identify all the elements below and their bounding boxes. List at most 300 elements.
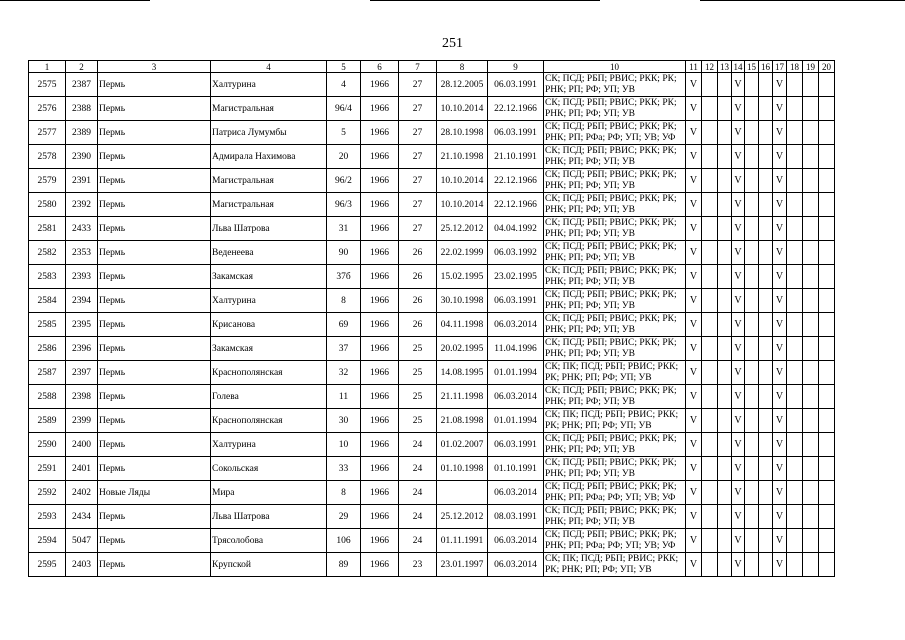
date-col9-cell: 06.03.1991 xyxy=(488,121,544,145)
date-col8-cell: 01.10.1998 xyxy=(437,457,488,481)
year-cell: 1966 xyxy=(361,241,399,265)
date-col8-cell: 28.12.2005 xyxy=(437,73,488,97)
mark-cell-col13 xyxy=(718,193,732,217)
date-col9-cell: 22.12.1966 xyxy=(488,193,544,217)
date-col8-cell: 15.02.1995 xyxy=(437,265,488,289)
mark-cell-col20 xyxy=(819,145,835,169)
house-number-cell: 96/4 xyxy=(327,97,361,121)
mark-cell-col15 xyxy=(745,361,759,385)
mark-cell-col13 xyxy=(718,265,732,289)
mark-cell-col12 xyxy=(702,313,718,337)
street-cell: Веденеева xyxy=(211,241,327,265)
mark-cell-col18 xyxy=(787,505,803,529)
codes-cell: СК; ПСД; РБП; РВИС; РКК; РК; РНК; РП; РФ; УП; УВ xyxy=(544,145,686,169)
city-cell: Пермь xyxy=(98,289,211,313)
date-col8-cell: 25.12.2012 xyxy=(437,505,488,529)
mark-cell-col11: V xyxy=(686,457,702,481)
mark-cell-col17: V xyxy=(773,97,787,121)
mark-cell-col18 xyxy=(787,361,803,385)
record-number-cell: 2575 xyxy=(29,73,66,97)
year-cell: 1966 xyxy=(361,529,399,553)
registry-number-cell: 2399 xyxy=(66,409,98,433)
mark-cell-col17: V xyxy=(773,217,787,241)
mark-cell-col18 xyxy=(787,553,803,577)
codes-cell: СК; ПК; ПСД; РБП; РВИС; РКК; РК; РНК; РП; РФ; УП; УВ xyxy=(544,361,686,385)
table-row xyxy=(29,481,835,505)
codes-cell: СК; ПСД; РБП; РВИС; РКК; РК; РНК; РП; РФ; УП; УВ xyxy=(544,241,686,265)
mark-cell-col12 xyxy=(702,409,718,433)
date-col8-cell: 10.10.2014 xyxy=(437,193,488,217)
mark-cell-col15 xyxy=(745,457,759,481)
column-header-3: 3 xyxy=(98,61,211,73)
mark-cell-col11: V xyxy=(686,169,702,193)
registry-number-cell: 5047 xyxy=(66,529,98,553)
mark-cell-col18 xyxy=(787,145,803,169)
record-number-cell: 2586 xyxy=(29,337,66,361)
mark-cell-col19 xyxy=(803,313,819,337)
date-col9-cell: 06.03.2014 xyxy=(488,553,544,577)
mark-cell-col17: V xyxy=(773,145,787,169)
mark-cell-col19 xyxy=(803,481,819,505)
mark-cell-col12 xyxy=(702,73,718,97)
record-number-cell: 2576 xyxy=(29,97,66,121)
date-col8-cell: 04.11.1998 xyxy=(437,313,488,337)
codes-cell: СК; ПСД; РБП; РВИС; РКК; РК; РНК; РП; РФ; УП; УВ xyxy=(544,217,686,241)
value-col7-cell: 24 xyxy=(399,505,437,529)
value-col7-cell: 24 xyxy=(399,433,437,457)
mark-cell-col13 xyxy=(718,289,732,313)
mark-cell-col14: V xyxy=(732,265,745,289)
mark-cell-col11: V xyxy=(686,553,702,577)
record-number-cell: 2579 xyxy=(29,169,66,193)
registry-number-cell: 2402 xyxy=(66,481,98,505)
table-row xyxy=(29,313,835,337)
mark-cell-col17: V xyxy=(773,457,787,481)
mark-cell-col11: V xyxy=(686,361,702,385)
mark-cell-col13 xyxy=(718,241,732,265)
mark-cell-col16 xyxy=(759,553,773,577)
mark-cell-col14: V xyxy=(732,433,745,457)
street-cell: Крупской xyxy=(211,553,327,577)
record-number-cell: 2588 xyxy=(29,385,66,409)
house-number-cell: 32 xyxy=(327,361,361,385)
mark-cell-col20 xyxy=(819,385,835,409)
mark-cell-col14: V xyxy=(732,73,745,97)
mark-cell-col15 xyxy=(745,97,759,121)
year-cell: 1966 xyxy=(361,193,399,217)
mark-cell-col14: V xyxy=(732,385,745,409)
mark-cell-col12 xyxy=(702,337,718,361)
house-number-cell: 69 xyxy=(327,313,361,337)
mark-cell-col14: V xyxy=(732,289,745,313)
table-row xyxy=(29,553,835,577)
house-number-cell: 20 xyxy=(327,145,361,169)
record-number-cell: 2582 xyxy=(29,241,66,265)
table-row xyxy=(29,409,835,433)
table-row xyxy=(29,145,835,169)
register-table xyxy=(28,60,835,577)
registry-number-cell: 2387 xyxy=(66,73,98,97)
codes-cell: СК; ПСД; РБП; РВИС; РКК; РК; РНК; РП; РФ; УП; УВ xyxy=(544,193,686,217)
street-cell: Халтурина xyxy=(211,289,327,313)
codes-cell: СК; ПСД; РБП; РВИС; РКК; РК; РНК; РП; РФ; УП; УВ xyxy=(544,289,686,313)
house-number-cell: 96/2 xyxy=(327,169,361,193)
date-col9-cell: 06.03.2014 xyxy=(488,313,544,337)
mark-cell-col14: V xyxy=(732,553,745,577)
street-cell: Сокольская xyxy=(211,457,327,481)
mark-cell-col14: V xyxy=(732,337,745,361)
city-cell: Пермь xyxy=(98,145,211,169)
mark-cell-col12 xyxy=(702,265,718,289)
house-number-cell: 96/3 xyxy=(327,193,361,217)
mark-cell-col18 xyxy=(787,73,803,97)
mark-cell-col19 xyxy=(803,505,819,529)
date-col8-cell: 01.11.1991 xyxy=(437,529,488,553)
date-col9-cell: 06.03.1992 xyxy=(488,241,544,265)
mark-cell-col20 xyxy=(819,553,835,577)
value-col7-cell: 26 xyxy=(399,289,437,313)
house-number-cell: 106 xyxy=(327,529,361,553)
mark-cell-col20 xyxy=(819,73,835,97)
mark-cell-col13 xyxy=(718,481,732,505)
mark-cell-col15 xyxy=(745,265,759,289)
city-cell: Пермь xyxy=(98,265,211,289)
table-row xyxy=(29,97,835,121)
date-col9-cell: 08.03.1991 xyxy=(488,505,544,529)
mark-cell-col15 xyxy=(745,217,759,241)
date-col8-cell: 01.02.2007 xyxy=(437,433,488,457)
record-number-cell: 2592 xyxy=(29,481,66,505)
table-row xyxy=(29,385,835,409)
table-row xyxy=(29,337,835,361)
city-cell: Пермь xyxy=(98,73,211,97)
registry-number-cell: 2391 xyxy=(66,169,98,193)
date-col9-cell: 01.01.1994 xyxy=(488,409,544,433)
record-number-cell: 2591 xyxy=(29,457,66,481)
mark-cell-col17: V xyxy=(773,385,787,409)
mark-cell-col13 xyxy=(718,73,732,97)
year-cell: 1966 xyxy=(361,409,399,433)
mark-cell-col17: V xyxy=(773,241,787,265)
table-row xyxy=(29,73,835,97)
date-col8-cell xyxy=(437,481,488,505)
date-col9-cell: 06.03.1991 xyxy=(488,433,544,457)
city-cell: Пермь xyxy=(98,97,211,121)
street-cell: Краснополянская xyxy=(211,409,327,433)
mark-cell-col14: V xyxy=(732,217,745,241)
mark-cell-col14: V xyxy=(732,193,745,217)
column-header-5: 5 xyxy=(327,61,361,73)
mark-cell-col15 xyxy=(745,73,759,97)
mark-cell-col15 xyxy=(745,241,759,265)
mark-cell-col11: V xyxy=(686,481,702,505)
registry-number-cell: 2394 xyxy=(66,289,98,313)
mark-cell-col15 xyxy=(745,313,759,337)
codes-cell: СК; ПСД; РБП; РВИС; РКК; РК; РНК; РП; РФ; УП; УВ xyxy=(544,169,686,193)
table-row xyxy=(29,121,835,145)
column-header-12: 12 xyxy=(702,61,718,73)
mark-cell-col19 xyxy=(803,409,819,433)
house-number-cell: 31 xyxy=(327,217,361,241)
record-number-cell: 2580 xyxy=(29,193,66,217)
house-number-cell: 29 xyxy=(327,505,361,529)
mark-cell-col17: V xyxy=(773,481,787,505)
mark-cell-col15 xyxy=(745,553,759,577)
mark-cell-col12 xyxy=(702,433,718,457)
house-number-cell: 8 xyxy=(327,289,361,313)
value-col7-cell: 25 xyxy=(399,337,437,361)
record-number-cell: 2578 xyxy=(29,145,66,169)
mark-cell-col16 xyxy=(759,289,773,313)
mark-cell-col16 xyxy=(759,73,773,97)
street-cell: Халтурина xyxy=(211,73,327,97)
mark-cell-col17: V xyxy=(773,289,787,313)
mark-cell-col18 xyxy=(787,457,803,481)
mark-cell-col12 xyxy=(702,481,718,505)
street-cell: Закамская xyxy=(211,265,327,289)
mark-cell-col12 xyxy=(702,289,718,313)
mark-cell-col14: V xyxy=(732,97,745,121)
header-row xyxy=(29,61,835,73)
year-cell: 1966 xyxy=(361,217,399,241)
registry-number-cell: 2390 xyxy=(66,145,98,169)
year-cell: 1966 xyxy=(361,313,399,337)
mark-cell-col15 xyxy=(745,385,759,409)
mark-cell-col20 xyxy=(819,193,835,217)
street-cell: Патриса Лумумбы xyxy=(211,121,327,145)
codes-cell: СК; ПСД; РБП; РВИС; РКК; РК; РНК; РП; РФа; РФ; УП; УВ; УФ xyxy=(544,529,686,553)
mark-cell-col13 xyxy=(718,169,732,193)
mark-cell-col20 xyxy=(819,529,835,553)
year-cell: 1966 xyxy=(361,73,399,97)
registry-number-cell: 2398 xyxy=(66,385,98,409)
mark-cell-col11: V xyxy=(686,193,702,217)
mark-cell-col15 xyxy=(745,289,759,313)
year-cell: 1966 xyxy=(361,121,399,145)
mark-cell-col18 xyxy=(787,97,803,121)
column-header-16: 16 xyxy=(759,61,773,73)
mark-cell-col11: V xyxy=(686,265,702,289)
record-number-cell: 2581 xyxy=(29,217,66,241)
column-header-6: 6 xyxy=(361,61,399,73)
year-cell: 1966 xyxy=(361,457,399,481)
registry-number-cell: 2393 xyxy=(66,265,98,289)
city-cell: Пермь xyxy=(98,361,211,385)
mark-cell-col18 xyxy=(787,169,803,193)
city-cell: Новые Ляды xyxy=(98,481,211,505)
date-col9-cell: 11.04.1996 xyxy=(488,337,544,361)
street-cell: Льва Шатрова xyxy=(211,505,327,529)
mark-cell-col11: V xyxy=(686,121,702,145)
codes-cell: СК; ПСД; РБП; РВИС; РКК; РК; РНК; РП; РФ; УП; УВ xyxy=(544,337,686,361)
street-cell: Магистральная xyxy=(211,169,327,193)
mark-cell-col19 xyxy=(803,121,819,145)
column-header-20: 20 xyxy=(819,61,835,73)
table-body xyxy=(29,73,835,577)
mark-cell-col16 xyxy=(759,505,773,529)
date-col8-cell: 25.12.2012 xyxy=(437,217,488,241)
column-header-14: 14 xyxy=(733,61,743,72)
mark-cell-col12 xyxy=(702,457,718,481)
mark-cell-col16 xyxy=(759,145,773,169)
mark-cell-col13 xyxy=(718,145,732,169)
mark-cell-col13 xyxy=(718,409,732,433)
top-border-right xyxy=(700,0,905,1)
mark-cell-col17: V xyxy=(773,193,787,217)
mark-cell-col13 xyxy=(718,505,732,529)
codes-cell: СК; ПК; ПСД; РБП; РВИС; РКК; РК; РНК; РП; РФ; УП; УВ xyxy=(544,553,686,577)
value-col7-cell: 27 xyxy=(399,145,437,169)
registry-number-cell: 2433 xyxy=(66,217,98,241)
mark-cell-col19 xyxy=(803,193,819,217)
table-row xyxy=(29,433,835,457)
value-col7-cell: 25 xyxy=(399,361,437,385)
date-col9-cell: 23.02.1995 xyxy=(488,265,544,289)
mark-cell-col18 xyxy=(787,385,803,409)
record-number-cell: 2587 xyxy=(29,361,66,385)
street-cell: Краснополянская xyxy=(211,361,327,385)
column-header-13: 13 xyxy=(718,61,732,73)
mark-cell-col11: V xyxy=(686,409,702,433)
table-row xyxy=(29,169,835,193)
date-col9-cell: 06.03.2014 xyxy=(488,481,544,505)
value-col7-cell: 27 xyxy=(399,217,437,241)
mark-cell-col11: V xyxy=(686,529,702,553)
date-col8-cell: 21.10.1998 xyxy=(437,145,488,169)
house-number-cell: 4 xyxy=(327,73,361,97)
mark-cell-col18 xyxy=(787,241,803,265)
mark-cell-col19 xyxy=(803,361,819,385)
date-col8-cell: 21.08.1998 xyxy=(437,409,488,433)
mark-cell-col19 xyxy=(803,289,819,313)
mark-cell-col17: V xyxy=(773,121,787,145)
value-col7-cell: 23 xyxy=(399,553,437,577)
mark-cell-col20 xyxy=(819,169,835,193)
mark-cell-col16 xyxy=(759,457,773,481)
date-col8-cell: 23.01.1997 xyxy=(437,553,488,577)
mark-cell-col19 xyxy=(803,145,819,169)
city-cell: Пермь xyxy=(98,529,211,553)
column-header-19: 19 xyxy=(803,61,819,73)
column-header-9: 9 xyxy=(488,61,544,73)
column-header-11: 11 xyxy=(686,61,702,73)
mark-cell-col19 xyxy=(803,433,819,457)
mark-cell-col11: V xyxy=(686,73,702,97)
mark-cell-col18 xyxy=(787,481,803,505)
mark-cell-col20 xyxy=(819,481,835,505)
registry-number-cell: 2353 xyxy=(66,241,98,265)
date-col9-cell: 04.04.1992 xyxy=(488,217,544,241)
mark-cell-col19 xyxy=(803,457,819,481)
codes-cell: СК; ПСД; РБП; РВИС; РКК; РК; РНК; РП; РФ; УП; УВ xyxy=(544,385,686,409)
mark-cell-col17: V xyxy=(773,337,787,361)
street-cell: Мира xyxy=(211,481,327,505)
house-number-cell: 30 xyxy=(327,409,361,433)
mark-cell-col16 xyxy=(759,481,773,505)
mark-cell-col14: V xyxy=(732,145,745,169)
year-cell: 1966 xyxy=(361,433,399,457)
year-cell: 1966 xyxy=(361,289,399,313)
city-cell: Пермь xyxy=(98,433,211,457)
city-cell: Пермь xyxy=(98,121,211,145)
registry-number-cell: 2395 xyxy=(66,313,98,337)
mark-cell-col11: V xyxy=(686,313,702,337)
registry-number-cell: 2392 xyxy=(66,193,98,217)
mark-cell-col14: V xyxy=(732,313,745,337)
city-cell: Пермь xyxy=(98,457,211,481)
mark-cell-col16 xyxy=(759,361,773,385)
codes-cell: СК; ПСД; РБП; РВИС; РКК; РК; РНК; РП; РФ; УП; УВ xyxy=(544,505,686,529)
mark-cell-col17: V xyxy=(773,433,787,457)
city-cell: Пермь xyxy=(98,337,211,361)
mark-cell-col17: V xyxy=(773,265,787,289)
mark-cell-col19 xyxy=(803,385,819,409)
mark-cell-col13 xyxy=(718,217,732,241)
mark-cell-col12 xyxy=(702,97,718,121)
date-col8-cell: 10.10.2014 xyxy=(437,97,488,121)
codes-cell: СК; ПСД; РБП; РВИС; РКК; РК; РНК; РП; РФ; УП; УВ xyxy=(544,313,686,337)
mark-cell-col18 xyxy=(787,289,803,313)
value-col7-cell: 27 xyxy=(399,97,437,121)
date-col8-cell: 20.02.1995 xyxy=(437,337,488,361)
city-cell: Пермь xyxy=(98,169,211,193)
record-number-cell: 2577 xyxy=(29,121,66,145)
mark-cell-col16 xyxy=(759,313,773,337)
mark-cell-col19 xyxy=(803,337,819,361)
value-col7-cell: 26 xyxy=(399,313,437,337)
mark-cell-col14: V xyxy=(732,169,745,193)
codes-cell: СК; ПСД; РБП; РВИС; РКК; РК; РНК; РП; РФ; УП; УВ xyxy=(544,433,686,457)
registry-number-cell: 2388 xyxy=(66,97,98,121)
mark-cell-col12 xyxy=(702,505,718,529)
mark-cell-col19 xyxy=(803,241,819,265)
date-col8-cell: 28.10.1998 xyxy=(437,121,488,145)
house-number-cell: 11 xyxy=(327,385,361,409)
table-row xyxy=(29,217,835,241)
mark-cell-col15 xyxy=(745,337,759,361)
column-header-18: 18 xyxy=(787,61,803,73)
table-row xyxy=(29,193,835,217)
mark-cell-col19 xyxy=(803,169,819,193)
mark-cell-col15 xyxy=(745,169,759,193)
city-cell: Пермь xyxy=(98,385,211,409)
year-cell: 1966 xyxy=(361,145,399,169)
mark-cell-col16 xyxy=(759,385,773,409)
codes-cell: СК; ПСД; РБП; РВИС; РКК; РК; РНК; РП; РФа; РФ; УП; УВ; УФ xyxy=(544,481,686,505)
page-number: 251 xyxy=(442,36,463,51)
mark-cell-col15 xyxy=(745,193,759,217)
mark-cell-col14: V xyxy=(732,241,745,265)
value-col7-cell: 25 xyxy=(399,385,437,409)
mark-cell-col11: V xyxy=(686,433,702,457)
value-col7-cell: 27 xyxy=(399,73,437,97)
mark-cell-col11: V xyxy=(686,97,702,121)
registry-number-cell: 2401 xyxy=(66,457,98,481)
year-cell: 1966 xyxy=(361,553,399,577)
mark-cell-col15 xyxy=(745,505,759,529)
record-number-cell: 2590 xyxy=(29,433,66,457)
column-header-8: 8 xyxy=(437,61,488,73)
value-col7-cell: 26 xyxy=(399,265,437,289)
mark-cell-col18 xyxy=(787,529,803,553)
registry-number-cell: 2434 xyxy=(66,505,98,529)
mark-cell-col16 xyxy=(759,433,773,457)
value-col7-cell: 24 xyxy=(399,529,437,553)
mark-cell-col18 xyxy=(787,433,803,457)
mark-cell-col14: V xyxy=(732,481,745,505)
mark-cell-col20 xyxy=(819,313,835,337)
record-number-cell: 2584 xyxy=(29,289,66,313)
